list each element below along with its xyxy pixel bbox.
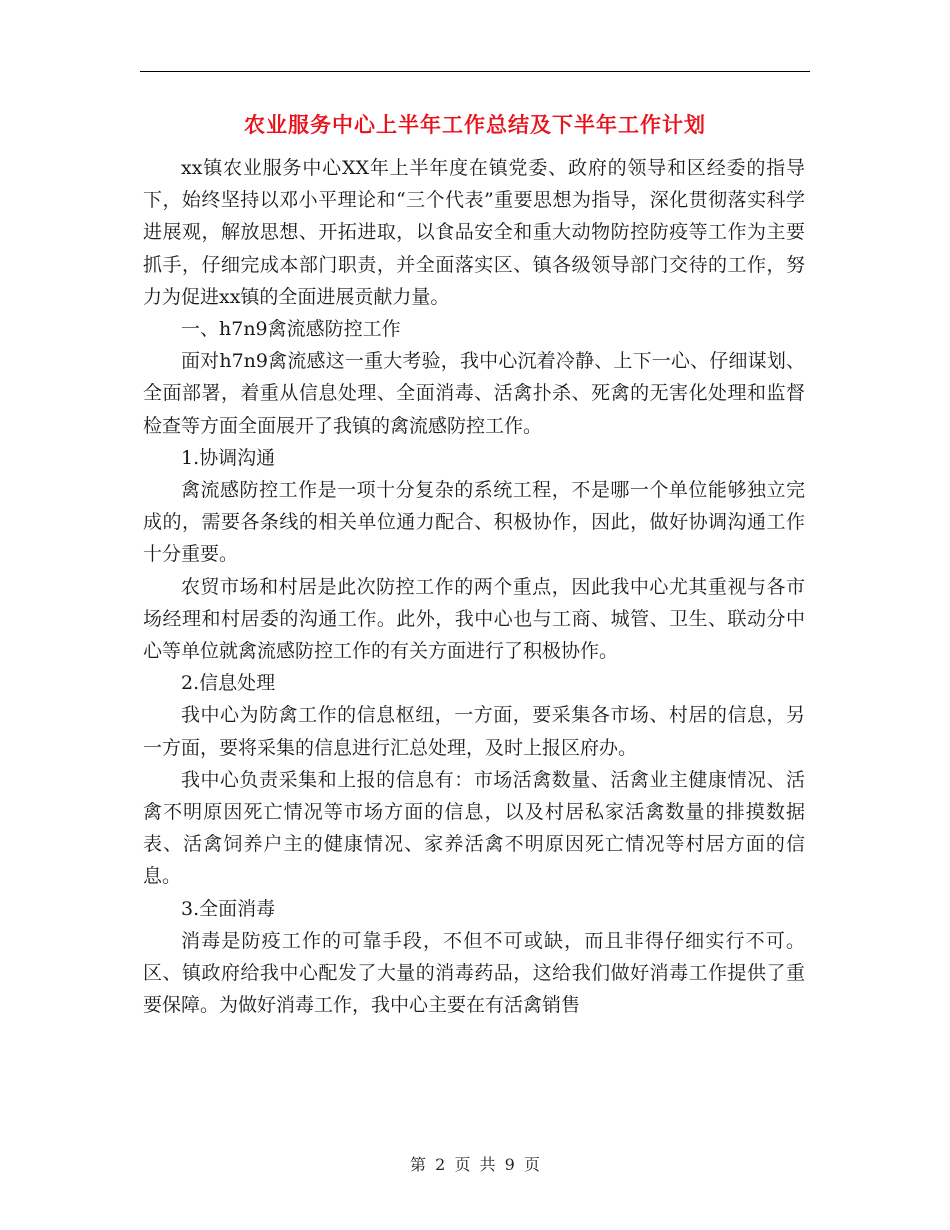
page-number: 2 (435, 1155, 446, 1174)
header-rule (140, 71, 810, 72)
document-body (143, 152, 805, 1021)
footer-prefix: 第 (410, 1155, 427, 1174)
intro-paragraph: xx镇农业服务中心XX年上半年度在镇党委、政府的领导和区经委的指导下，始终坚持以邓小平理论和“三个代表”重要思想为指导，深化贯彻落实科学进展观，解放思想、开拓进取，以食品安全和重大动物防控防疫等工作为主要抓手，仔细完成本部门职责，并全面落实区、镇各级领导部门交待的工作，努力为促进xx镇的全面进展贡献力量。 (143, 157, 805, 308)
footer-page-label: 页 (454, 1155, 471, 1174)
page-footer (0, 1153, 950, 1177)
footer-total-label: 共 (479, 1155, 496, 1174)
paragraph: 面对h7n9禽流感这一重大考验，我中心沉着冷静、上下一心、仔细谋划、全面部署，着重从信息处理、全面消毒、活禽扑杀、死禽的无害化处理和监督检查等方面全面展开了我镇的禽流感防控工作。 (143, 350, 805, 437)
paragraph: 农贸市场和村居是此次防控工作的两个重点，因此我中心尤其重视与各市场经理和村居委的沟通工作。此外，我中心也与工商、城管、卫生、联动分中心等单位就禽流感防控工作的有关方面进行了积极协作。 (143, 575, 805, 663)
subsection-heading-2: 2.信息处理 (181, 672, 276, 695)
paragraph: 禽流感防控工作是一项十分复杂的系统工程，不是哪一个单位能够独立完成的，需要各条线的相关单位通力配合、积极协作，因此，做好协调沟通工作十分重要。 (143, 479, 805, 566)
document-title: 农业服务中心上半年工作总结及下半年工作计划 (244, 113, 706, 137)
subsection-heading-1: 1.协调沟通 (181, 446, 276, 469)
paragraph: 我中心为防禽工作的信息枢纽，一方面，要采集各市场、村居的信息，另一方面，要将采集的信息进行汇总处理，及时上报区府办。 (143, 704, 805, 759)
footer-suffix: 页 (523, 1155, 540, 1174)
section-heading-1: 一、h7n9禽流感防控工作 (181, 318, 401, 341)
subsection-heading-3: 3.全面消毒 (181, 897, 276, 920)
paragraph: 消毒是防疫工作的可靠手段，不但不可或缺，而且非得仔细实行不可。区、镇政府给我中心配发了大量的消毒药品，这给我们做好消毒工作提供了重要保障。为做好消毒工作，我中心主要在有活禽销售 (143, 929, 805, 1017)
paragraph: 我中心负责采集和上报的信息有：市场活禽数量、活禽业主健康情况、活禽不明原因死亡情况等市场方面的信息，以及村居私家活禽数量的排摸数据表、活禽饲养户主的健康情况、家养活禽不明原因死亡情况等村居方面的信息。 (143, 768, 805, 888)
total-pages: 9 (504, 1155, 515, 1174)
